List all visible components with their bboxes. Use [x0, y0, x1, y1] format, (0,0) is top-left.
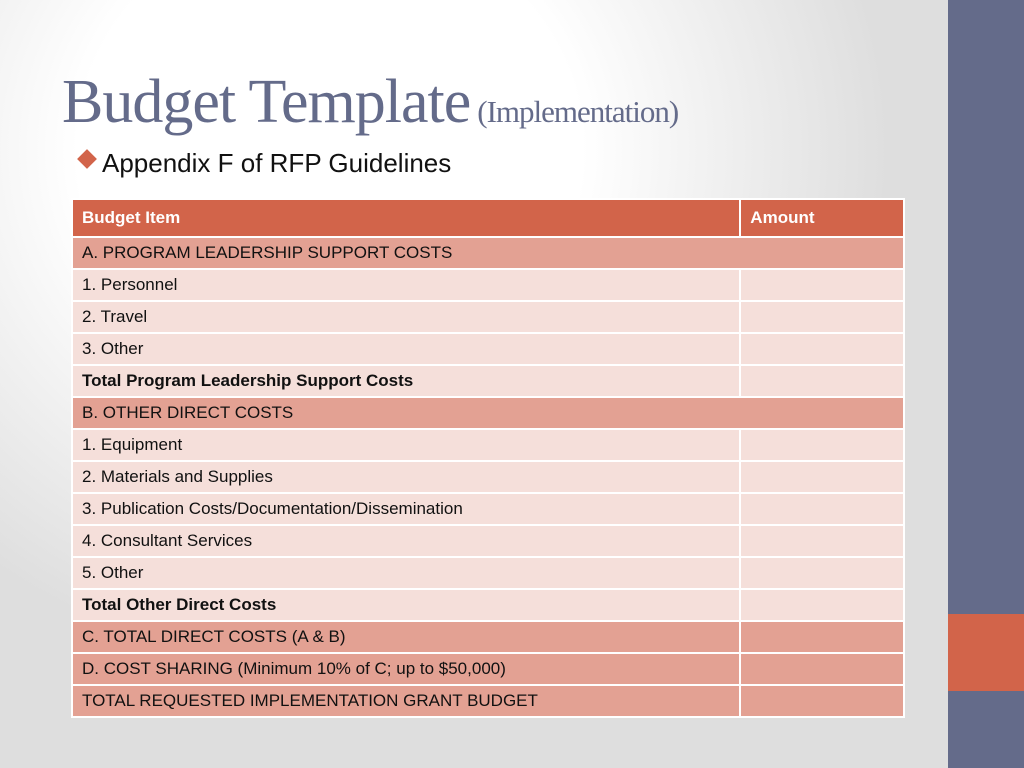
- summary-row-grant-total: [72, 685, 904, 717]
- table-row: [72, 461, 904, 493]
- amount-cell[interactable]: [740, 333, 904, 365]
- amount-cell[interactable]: [740, 365, 904, 397]
- summary-row-total-direct: [72, 621, 904, 653]
- row-label: TOTAL REQUESTED IMPLEMENTATION GRANT BUDGET: [72, 685, 740, 717]
- row-label: 1. Personnel: [72, 269, 740, 301]
- table-row: [72, 525, 904, 557]
- budget-table: [71, 198, 905, 718]
- table-row: [72, 429, 904, 461]
- title-subtitle: (Implementation): [477, 94, 679, 129]
- row-label: 4. Consultant Services: [72, 525, 740, 557]
- amount-cell[interactable]: [740, 525, 904, 557]
- amount-cell[interactable]: [740, 493, 904, 525]
- header-amount: Amount: [740, 199, 904, 237]
- total-row-a: [72, 365, 904, 397]
- amount-cell[interactable]: [740, 461, 904, 493]
- total-label-b: Total Other Direct Costs: [72, 589, 740, 621]
- row-label: 2. Materials and Supplies: [72, 461, 740, 493]
- table-row: [72, 333, 904, 365]
- section-row-a: [72, 237, 904, 269]
- row-label: D. COST SHARING (Minimum 10% of C; up to $50,000): [72, 653, 740, 685]
- section-label-a: A. PROGRAM LEADERSHIP SUPPORT COSTS: [72, 237, 904, 269]
- title-main: Budget Template: [62, 68, 471, 136]
- row-label: 1. Equipment: [72, 429, 740, 461]
- amount-cell[interactable]: [740, 685, 904, 717]
- row-label: C. TOTAL DIRECT COSTS (A & B): [72, 621, 740, 653]
- bullet-point: [80, 148, 451, 179]
- amount-cell[interactable]: [740, 653, 904, 685]
- amount-cell[interactable]: [740, 301, 904, 333]
- slide-title: [62, 62, 678, 142]
- table-row: [72, 493, 904, 525]
- section-row-b: [72, 397, 904, 429]
- header-budget-item: Budget Item: [72, 199, 740, 237]
- amount-cell[interactable]: [740, 269, 904, 301]
- table-row: [72, 301, 904, 333]
- amount-cell[interactable]: [740, 621, 904, 653]
- summary-row-cost-sharing: [72, 653, 904, 685]
- table-header-row: [72, 199, 904, 237]
- table-row: [72, 557, 904, 589]
- amount-cell[interactable]: [740, 429, 904, 461]
- row-label: 5. Other: [72, 557, 740, 589]
- amount-cell[interactable]: [740, 589, 904, 621]
- total-row-b: [72, 589, 904, 621]
- total-label-a: Total Program Leadership Support Costs: [72, 365, 740, 397]
- diamond-bullet-icon: [77, 149, 97, 169]
- bullet-text: Appendix F of RFP Guidelines: [102, 148, 452, 178]
- section-label-b: B. OTHER DIRECT COSTS: [72, 397, 904, 429]
- row-label: 2. Travel: [72, 301, 740, 333]
- row-label: 3. Publication Costs/Documentation/Dissemination: [72, 493, 740, 525]
- accent-block: [948, 614, 1024, 691]
- amount-cell[interactable]: [740, 557, 904, 589]
- row-label: 3. Other: [72, 333, 740, 365]
- table-row: [72, 269, 904, 301]
